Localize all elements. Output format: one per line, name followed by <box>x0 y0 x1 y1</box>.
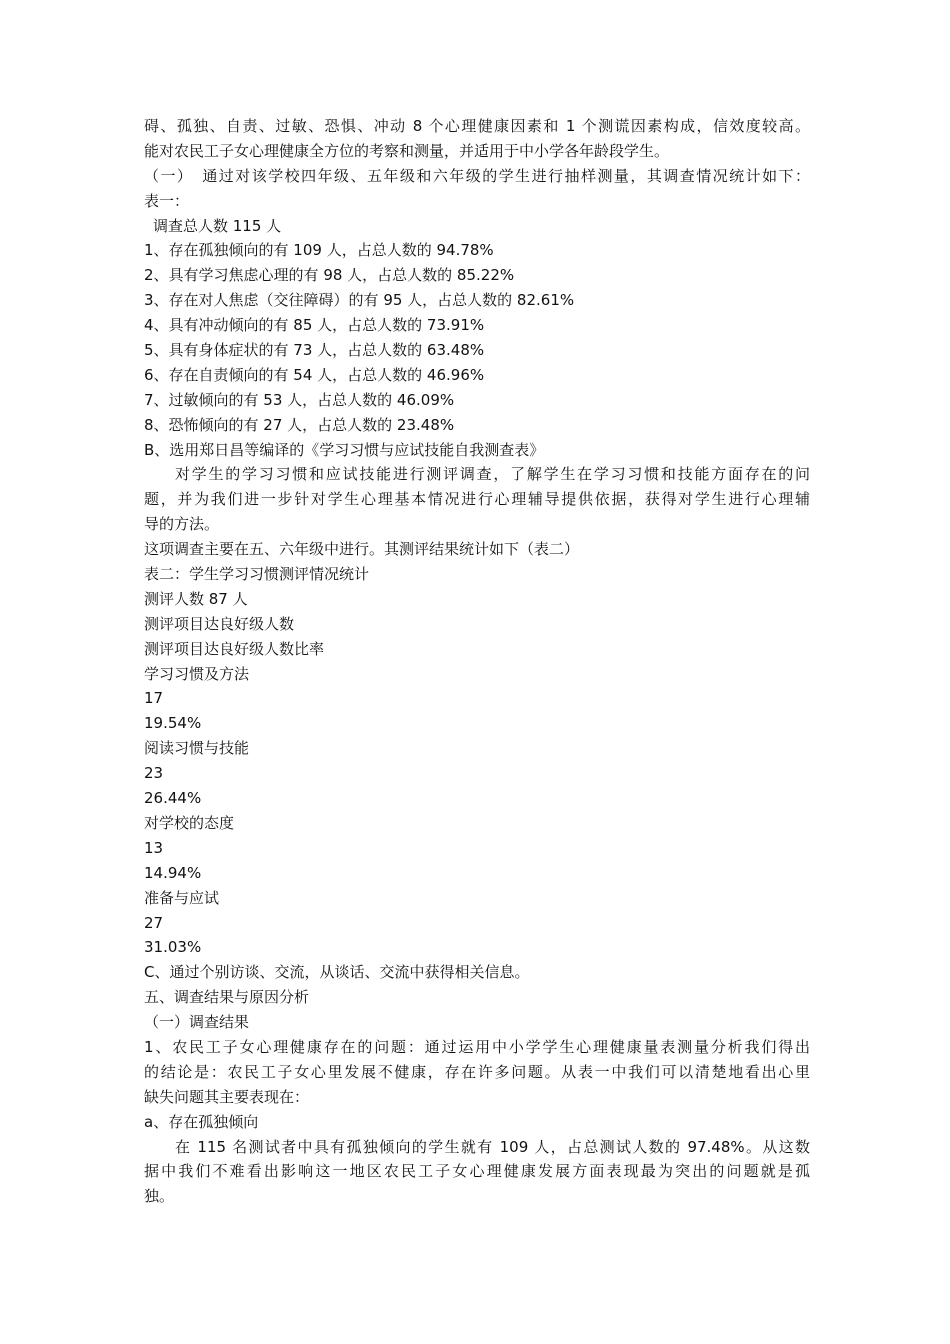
table-cell: 31.03% <box>144 938 202 957</box>
survey-total: 调查总人数 115 人 <box>153 216 282 235</box>
table-cell: 23 <box>144 764 164 783</box>
paragraph-line: 的结论是：农民工子女心里发展不健康，存在许多问题。从表一中我们可以清楚地看出心里 <box>144 1062 810 1081</box>
paragraph-line: C、通过个别访谈、交流，从谈话、交流中获得相关信息。 <box>144 963 530 982</box>
table-cell: 14.94% <box>144 863 202 882</box>
list-item: 7、过敏倾向的有 53 人，占总人数的 46.09% <box>144 390 455 409</box>
paragraph-line: 能对农民工子女心理健康全方位的考察和测量，并适用于中小学各年龄段学生。 <box>144 141 670 160</box>
subsection-heading: （一）调查结果 <box>144 1013 250 1032</box>
paragraph-line: 导的方法。 <box>144 515 220 534</box>
table-cell: 测评项目达良好级人数 <box>144 614 295 633</box>
list-item: 5、具有身体症状的有 73 人，占总人数的 63.48% <box>144 341 485 360</box>
table-cell: 测评人数 87 人 <box>144 589 248 608</box>
list-item: 2、具有学习焦虑心理的有 98 人，占总人数的 85.22% <box>144 266 515 285</box>
table-label: 表一： <box>144 191 190 210</box>
paragraph-line: B、选用郑日昌等编译的《学习习惯与应试技能自我测查表》 <box>144 440 545 459</box>
table-cell: 准备与应试 <box>144 888 220 907</box>
subsection-heading: a、存在孤独倾向 <box>144 1112 259 1131</box>
table-cell: 阅读习惯与技能 <box>144 739 250 758</box>
table-cell: 17 <box>144 689 164 708</box>
table-cell: 学习习惯及方法 <box>144 664 250 683</box>
table-label: 表二：学生学习习惯测评情况统计 <box>144 565 370 584</box>
paragraph-line: 这项调查主要在五、六年级中进行。其测评结果统计如下（表二） <box>144 540 580 559</box>
table-cell: 19.54% <box>144 714 202 733</box>
paragraph-line: 题，并为我们进一步针对学生心理基本情况进行心理辅导提供依据，获得对学生进行心理辅 <box>144 490 810 509</box>
section-heading: 五、调查结果与原因分析 <box>144 988 310 1007</box>
table-cell: 测评项目达良好级人数比率 <box>144 639 325 658</box>
paragraph-line: 在 115 名测试者中具有孤独倾向的学生就有 109 人，占总测试人数的 97.48%。从这数 <box>175 1137 810 1156</box>
paragraph-line: 缺失问题其主要表现在： <box>144 1087 310 1106</box>
paragraph-line: 1、农民工子女心理健康存在的问题：通过运用中小学学生心理健康量表测量分析我们得出 <box>144 1037 810 1056</box>
list-item: 3、存在对人焦虑（交往障碍）的有 95 人，占总人数的 82.61% <box>144 291 575 310</box>
table-cell: 13 <box>144 838 164 857</box>
paragraph-line: 碍、孤独、自责、过敏、恐惧、冲动 8 个心理健康因素和 1 个测谎因素构成，信效度较高。 <box>144 117 810 135</box>
paragraph-line: 据中我们不难看出影响这一地区农民工子女心理健康发展方面表现最为突出的问题就是孤 <box>144 1162 810 1181</box>
paragraph-line: 独。 <box>144 1187 175 1206</box>
paragraph-line: 对学生的学习习惯和应试技能进行测评调查，了解学生在学习习惯和技能方面存在的问 <box>175 465 810 484</box>
document-body <box>144 114 810 1209</box>
list-item: 8、恐怖倾向的有 27 人，占总人数的 23.48% <box>144 415 455 434</box>
list-item: 4、具有冲动倾向的有 85 人，占总人数的 73.91% <box>144 316 485 335</box>
list-item: 6、存在自责倾向的有 54 人，占总人数的 46.96% <box>144 365 485 384</box>
list-item: 1、存在孤独倾向的有 109 人，占总人数的 94.78% <box>144 241 494 260</box>
table-cell: 26.44% <box>144 789 202 808</box>
table-cell: 对学校的态度 <box>144 813 235 832</box>
table-cell: 27 <box>144 913 164 932</box>
section-heading: （一） 通过对该学校四年级、五年级和六年级的学生进行抽样测量，其调查情况统计如下： <box>144 166 810 185</box>
